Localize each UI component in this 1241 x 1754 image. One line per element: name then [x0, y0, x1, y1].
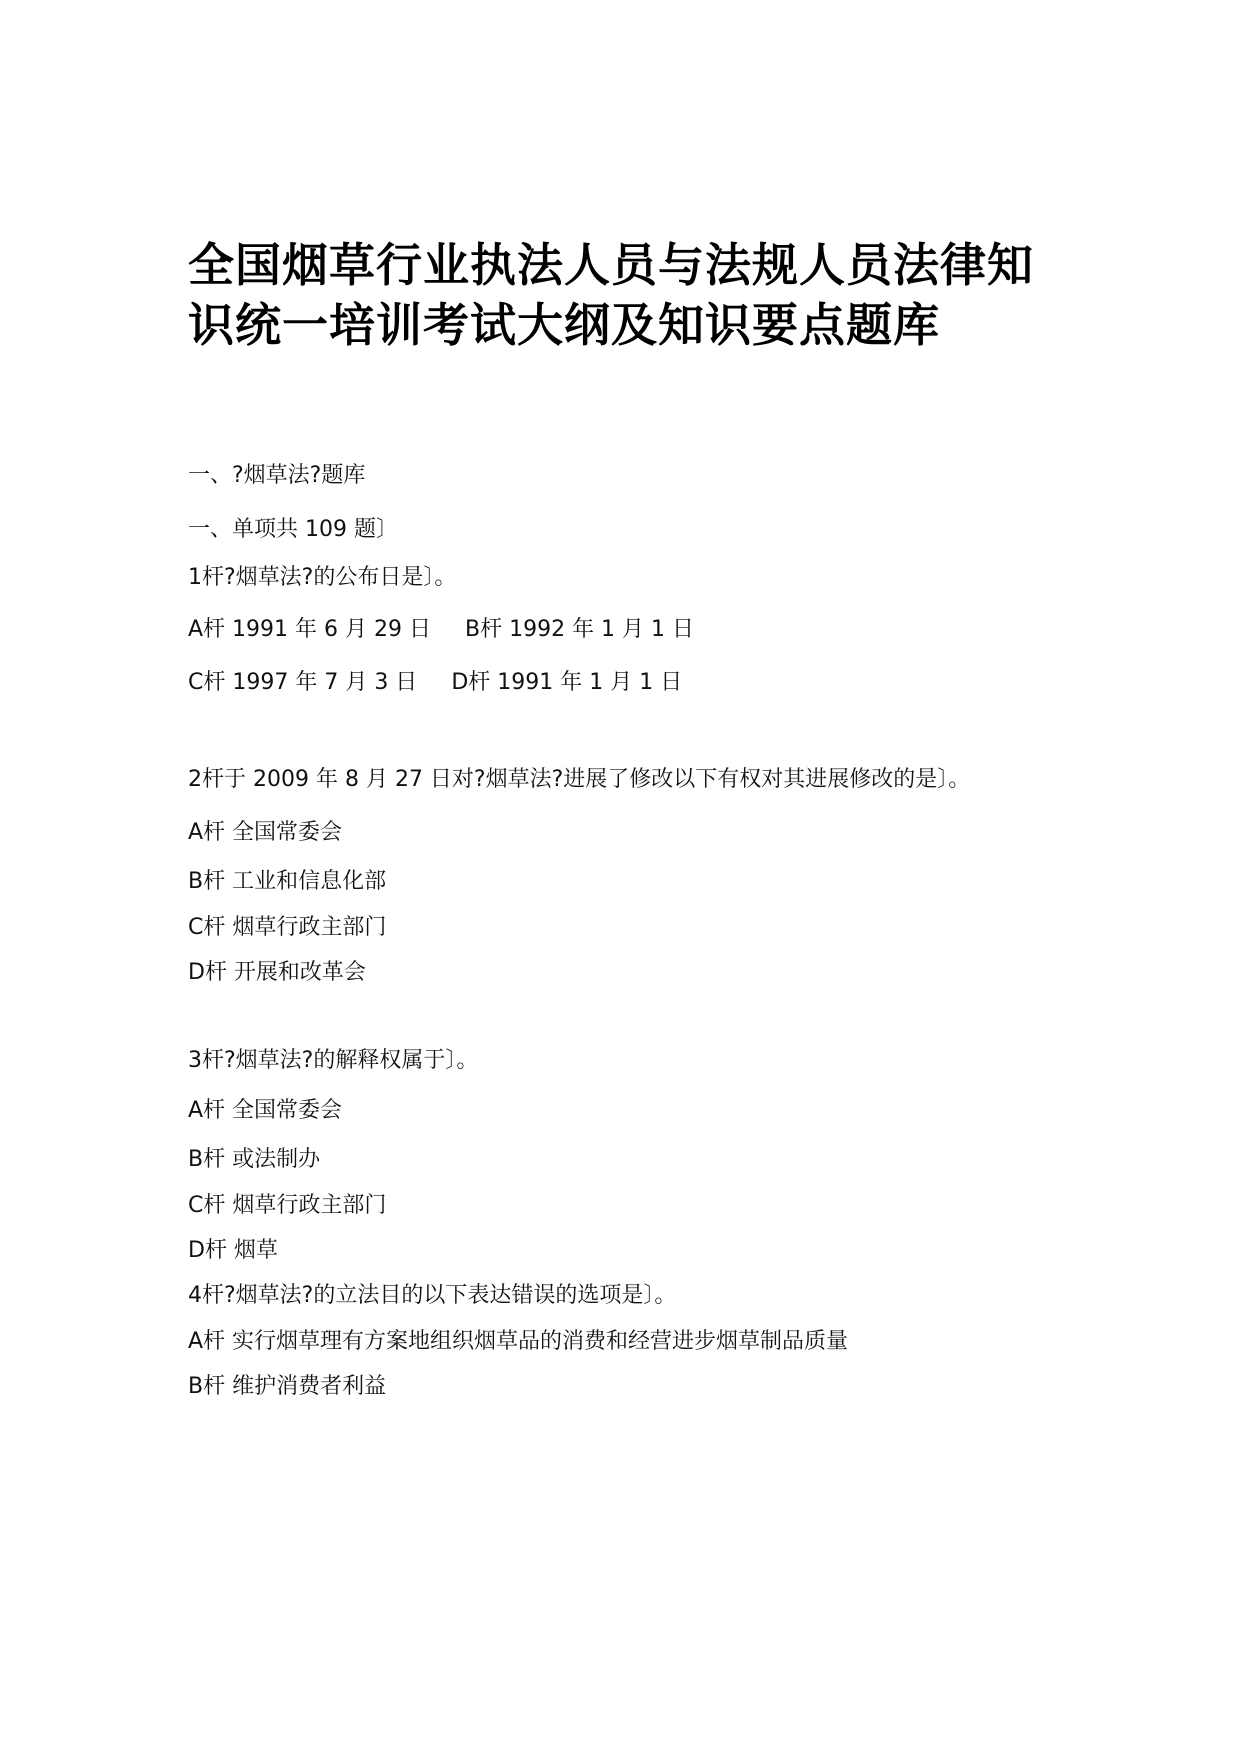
question-2-option-d: D杆 开展和改革会	[188, 960, 366, 985]
question-2-option-b: B杆 工业和信息化部	[188, 869, 387, 894]
question-3-option-b: B杆 或法制办	[188, 1147, 321, 1172]
question-3-stem: 3杆?烟草法?的解释权属于〕。	[188, 1048, 479, 1073]
document-title-line-2: 识统一培训考试大纲及知识要点题库	[188, 298, 940, 352]
question-2-option-c: C杆 烟草行政主部门	[188, 915, 387, 940]
question-1-option-a: A杆 1991 年 6 月 29 日	[188, 617, 431, 642]
section-heading: 一、?烟草法?题库	[188, 463, 366, 488]
question-3-option-c: C杆 烟草行政主部门	[188, 1193, 387, 1218]
question-1-option-b: B杆 1992 年 1 月 1 日	[465, 617, 695, 642]
subsection-heading: 一、单项共 109 题〕	[188, 517, 398, 542]
question-3-option-a: A杆 全国常委会	[188, 1098, 343, 1123]
question-1-option-d: D杆 1991 年 1 月 1 日	[451, 670, 683, 695]
question-3-option-d: D杆 烟草	[188, 1238, 278, 1263]
question-4-stem: 4杆?烟草法?的立法目的以下表达错误的选项是〕。	[188, 1283, 677, 1308]
question-1-options-row-2	[188, 668, 682, 698]
question-2-stem: 2杆于 2009 年 8 月 27 日对?烟草法?进展了修改以下有权对其进展修改的是〕。	[188, 767, 971, 792]
question-1-option-c: C杆 1997 年 7 月 3 日	[188, 670, 418, 695]
document-title-line-1: 全国烟草行业执法人员与法规人员法律知	[188, 238, 1034, 292]
question-4-option-b: B杆 维护消费者利益	[188, 1374, 387, 1399]
question-4-option-a: A杆 实行烟草理有方案地组织烟草品的消费和经营进步烟草制品质量	[188, 1329, 849, 1354]
question-2-option-a: A杆 全国常委会	[188, 820, 343, 845]
question-1-options-row-1	[188, 615, 694, 645]
question-1-stem: 1杆?烟草法?的公布日是〕。	[188, 565, 457, 590]
